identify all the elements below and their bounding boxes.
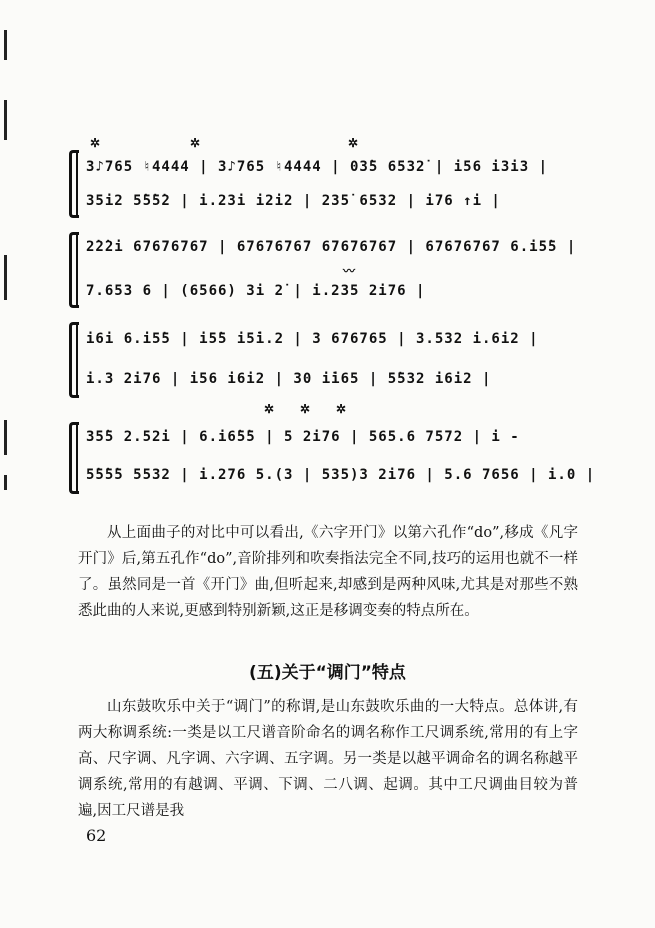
ornament-mark: ✲ — [300, 402, 311, 416]
body-paragraph-1 — [78, 520, 578, 624]
score-system-2 — [76, 232, 577, 308]
ornament-mark: ✲ — [348, 136, 359, 150]
upper-staff: i6i 6.i5̇5 | i5̇5 i5̇i.2 | 3 676765 | 3.532 i.6i2 | — [86, 331, 539, 347]
section-heading: (五)关于“调门”特点 — [249, 663, 406, 683]
score-system-1 — [76, 136, 549, 218]
page-number: 62 — [86, 826, 107, 845]
upper-staff: 35̇5 2.52i | 6.i6̇5̇5 | 5 2i76 | 565.6 7572 | i - — [86, 429, 520, 445]
ornament-mark: ✲ — [336, 402, 347, 416]
ornament-mark: 〰 — [343, 264, 356, 278]
ornament-mark: ✲ — [190, 136, 201, 150]
ornament-mark: ✲ — [90, 136, 101, 150]
ornament-mark: ✲ — [264, 402, 275, 416]
lower-staff: 35i2 5̇5̇5̇2 | i.23i i2i2 | 235̇ 6532 | i76 ↑i | — [86, 193, 501, 209]
body-paragraph-2 — [78, 694, 578, 824]
score-system-4 — [76, 402, 596, 494]
lower-staff: i.3 2i76 | i56 i6i2 | 30 i̇i65 | 5̇532 i6i2 | — [86, 371, 492, 387]
upper-staff: 3♪765 ♮4444 | 3♪765 ♮4444 | 03̇5 6532̇ | i56 i3i3 | — [86, 159, 549, 175]
upper-staff: 2̇2̇2i 67676767 | 67676767 67676767 | 67676767 6.i5̇5 | — [86, 239, 577, 255]
score-system-3 — [76, 322, 538, 398]
paragraph-text: 山东鼓吹乐中关于“调门”的称谓,是山东鼓吹乐曲的一大特点。总体讲,有两大称调系统:一类是以工尺谱音阶命名的调名称作工尺调系统,常用的有上字高、尺字调、凡字调、六字调、五字调。另一类是以越平调命名的调名称越平调系统,常用的有越调、平调、下调、二八调、起调。其中工尺调曲目较为普遍,因工尺谱是我 — [78, 699, 578, 819]
paragraph-text: 从上面曲子的对比中可以看出,《六字开门》以第六孔作“do”,移成《凡字开门》后,第五孔作“do”,音阶排列和吹奏指法完全不同,技巧的运用也就不一样了。虽然同是一首《开门》曲,但听起来,却感到是两种风味,尤其是对那些不熟悉此曲的人来说,更感到特别新颖,这正是移调变奏的特点所在。 — [78, 525, 578, 619]
lower-staff: 5̇5̇5̇5 5532 | i.276 5.(3 | 535)3 2i76 | 5.6 7656 | i.0 | — [86, 467, 596, 483]
lower-staff: 7.653 6 | (6566) 3i 2̇ | i.235 2i76 | — [86, 283, 426, 299]
